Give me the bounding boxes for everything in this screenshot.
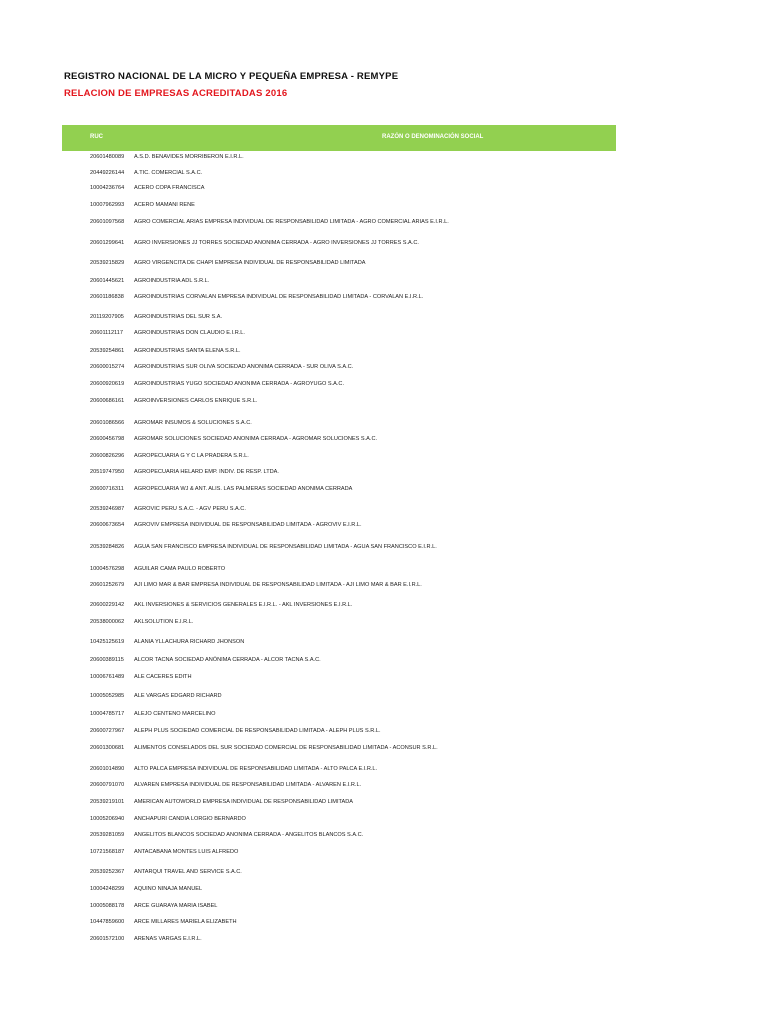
row-company-name: AGRO COMERCIAL ARIAS EMPRESA INDIVIDUAL DE RESPONSABILIDAD LIMITADA - AGRO COMERCIAL ARIAS E.I.R.L. [134, 219, 449, 225]
row-ruc: 20600727967 [90, 728, 125, 734]
row-ruc: 20600015274 [90, 364, 125, 370]
table-row [90, 434, 377, 444]
row-company-name: AGROMAR INSUMOS & SOLUCIONES S.A.C. [134, 420, 252, 426]
row-ruc: 20600686161 [90, 398, 125, 404]
row-company-name: AKL INVERSIONES & SERVICIOS GENERALES E.I.R.L. - AKL INVERSIONES E.I.R.L. [134, 602, 353, 608]
table-row [90, 168, 202, 178]
row-ruc: 10005088178 [90, 903, 125, 909]
row-ruc: 10004248299 [90, 886, 125, 892]
row-company-name: AGROINDUSTRIAS CORVALAN EMPRESA INDIVIDUAL DE RESPONSABILIDAD LIMITADA - CORVALAN E.I.R.L. [134, 294, 424, 300]
row-ruc: 20601572100 [90, 936, 125, 942]
table-row [90, 200, 195, 210]
row-ruc: 10004576298 [90, 566, 125, 572]
table-row [90, 884, 202, 894]
row-ruc: 10721568187 [90, 849, 125, 855]
table-row [90, 328, 245, 338]
row-ruc: 20539219101 [90, 799, 125, 805]
row-ruc: 10007962993 [90, 202, 125, 208]
table-row [90, 217, 449, 227]
table-row [90, 451, 249, 461]
row-company-name: AMERICAN AUTOWORLD EMPRESA INDIVIDUAL DE RESPONSABILIDAD LIMITADA [134, 799, 354, 805]
row-ruc: 20601480089 [90, 154, 125, 160]
row-ruc: 20601445621 [90, 278, 125, 284]
row-company-name: ALTO PALCA EMPRESA INDIVIDUAL DE RESPONSABILIDAD LIMITADA - ALTO PALCA E.I.R.L. [134, 766, 378, 772]
row-ruc: 20601252679 [90, 582, 125, 588]
row-ruc: 20539215829 [90, 260, 125, 266]
row-ruc: 20601014890 [90, 766, 125, 772]
row-company-name: AGROINVERSIONES CARLOS ENRIQUE S.R.L. [134, 398, 258, 404]
table-row [90, 467, 279, 477]
row-ruc: 20600826296 [90, 453, 125, 459]
row-company-name: AGRO INVERSIONES JJ TORRES SOCIEDAD ANONIMA CERRADA - AGRO INVERSIONES JJ TORRES S.A.C. [134, 240, 419, 246]
row-company-name: AGROINDUSTRIAS SANTA ELENA S.R.L. [134, 348, 241, 354]
table-row [90, 743, 438, 753]
row-ruc: 20119207905 [90, 314, 124, 320]
row-ruc: 20539252367 [90, 869, 125, 875]
table-row [90, 617, 193, 627]
row-company-name: AGUA SAN FRANCISCO EMPRESA INDIVIDUAL DE RESPONSABILIDAD LIMITADA - AGUA SAN FRANCISCO E.I.R.L. [134, 544, 437, 550]
table-row [90, 362, 353, 372]
row-ruc: 20539284826 [90, 544, 125, 550]
row-company-name: AGRO VIRGENCITA DE CHAPI EMPRESA INDIVIDUAL DE RESPONSABILIDAD LIMITADA [134, 260, 366, 266]
table-row [90, 258, 365, 268]
row-ruc: 10005052985 [90, 693, 125, 699]
table-row [90, 504, 246, 514]
row-ruc: 20600791070 [90, 782, 125, 788]
table-row [90, 814, 246, 824]
row-company-name: ANGELITOS BLANCOS SOCIEDAD ANONIMA CERRADA - ANGELITOS BLANCOS S.A.C. [134, 832, 364, 838]
row-company-name: ACERO MAMANI RENE [134, 202, 195, 208]
table-row [90, 637, 244, 647]
table-row [90, 764, 377, 774]
row-company-name: AGUILAR CAMA PAULO ROBERTO [134, 566, 226, 572]
row-ruc: 20600389115 [90, 657, 124, 663]
row-company-name: AGROMAR SOLUCIONES SOCIEDAD ANONIMA CERRADA - AGROMAR SOLUCIONES S.A.C. [134, 436, 378, 442]
row-ruc: 20539246987 [90, 506, 125, 512]
row-ruc: 20601186838 [90, 294, 124, 300]
table-row [90, 655, 321, 665]
row-ruc: 20601086566 [90, 420, 125, 426]
row-company-name: ALEJO CENTENO MARCELINO [134, 711, 216, 717]
table-row [90, 238, 419, 248]
row-ruc: 10006761489 [90, 674, 125, 680]
row-company-name: AGROPECUARIA G Y C LA PRADERA S.R.L. [134, 453, 249, 459]
row-company-name: AGROVIV EMPRESA INDIVIDUAL DE RESPONSABILIDAD LIMITADA - AGROVIV E.I.R.L. [134, 522, 362, 528]
table-row [90, 580, 422, 590]
row-ruc: 10005206940 [90, 816, 125, 822]
row-company-name: AGROINDUSTRIAS DON CLAUDIO E.I.R.L. [134, 330, 245, 336]
table-row [90, 726, 381, 736]
row-company-name: ALE VARGAS EDGARD RICHARD [134, 693, 222, 699]
row-company-name: AGROINDUSTRIA ADL S.R.L. [134, 278, 210, 284]
table-row [90, 542, 437, 552]
table-row [90, 672, 192, 682]
table-row [90, 292, 423, 302]
table-row [90, 379, 344, 389]
row-ruc: 20538000062 [90, 619, 125, 625]
row-ruc: 20519747950 [90, 469, 125, 475]
row-ruc: 20600920619 [90, 381, 125, 387]
column-header-ruc: RUC [90, 134, 103, 140]
document-title: REGISTRO NACIONAL DE LA MICRO Y PEQUEÑA EMPRESA - REMYPE [64, 71, 399, 82]
table-row [90, 709, 215, 719]
row-company-name: AGROINDUSTRIAS YUGO SOCIEDAD ANONIMA CERRADA - AGROYUGO S.A.C. [134, 381, 345, 387]
row-company-name: ALIMENTOS CONSELADOS DEL SUR SOCIEDAD COMERCIAL DE RESPONSABILIDAD LIMITADA - ACONSUR S.R.L. [134, 745, 438, 751]
table-row [90, 520, 362, 530]
row-company-name: A.S.D. BENAVIDES MORRIBERON E.I.R.L. [134, 154, 244, 160]
table-row [90, 312, 222, 322]
row-company-name: AGROVIC PERU S.A.C. - AGV PERU S.A.C. [134, 506, 246, 512]
row-ruc: 10447859600 [90, 919, 125, 925]
table-row [90, 691, 222, 701]
row-company-name: ACERO COPA FRANCISCA [134, 185, 205, 191]
row-ruc: 20600716311 [90, 486, 124, 492]
row-company-name: A.TIC. COMERCIAL S.A.C. [134, 170, 203, 176]
table-row [90, 564, 225, 574]
row-company-name: ALEPH PLUS SOCIEDAD COMERCIAL DE RESPONSABILIDAD LIMITADA - ALEPH PLUS S.R.L. [134, 728, 381, 734]
row-company-name: ALVAREN EMPRESA INDIVIDUAL DE RESPONSABILIDAD LIMITADA - ALVAREN E.I.R.L. [134, 782, 362, 788]
row-company-name: ALE CACERES EDITH [134, 674, 192, 680]
row-company-name: ALCOR TACNA SOCIEDAD ANÓNIMA CERRADA - ALCOR TACNA S.A.C. [134, 657, 321, 663]
row-company-name: AGROPECUARIA WJ & ANT. ALIS. LAS PALMERAS SOCIEDAD ANONIMA CERRADA [134, 486, 353, 492]
table-row [90, 780, 361, 790]
table-row [90, 830, 363, 840]
document-subtitle: RELACION DE EMPRESAS ACREDITADAS 2016 [64, 88, 288, 99]
table-row [90, 346, 241, 356]
table-row [90, 484, 352, 494]
row-company-name: AGROINDUSTRIAS DEL SUR S.A. [134, 314, 223, 320]
row-company-name: ANCHAPURI CANDIA LORGIO BERNARDO [134, 816, 246, 822]
table-row [90, 847, 238, 857]
row-company-name: AQUINO NINAJA MANUEL [134, 886, 203, 892]
column-header-razon-social: RAZÓN O DENOMINACIÓN SOCIAL [382, 134, 484, 140]
row-ruc: 20539254861 [90, 348, 125, 354]
row-company-name: AJI LIMO MAR & BAR EMPRESA INDIVIDUAL DE RESPONSABILIDAD LIMITADA - AJI LIMO MAR & BAR E.I.R.L. [134, 582, 422, 588]
row-company-name: ANTARQUI TRAVEL AND SERVICE S.A.C. [134, 869, 242, 875]
table-row [90, 418, 252, 428]
row-ruc: 20600456798 [90, 436, 125, 442]
table-row [90, 183, 204, 193]
table-row [90, 396, 257, 406]
row-company-name: ALANIA YLLACHURA RICHARD JHONSON [134, 639, 245, 645]
row-company-name: ARCE MILLARES MARIELA ELIZABETH [134, 919, 237, 925]
row-ruc: 10425125619 [90, 639, 125, 645]
row-company-name: AGROINDUSTRIAS SUR OLIVA SOCIEDAD ANONIMA CERRADA - SUR OLIVA S.A.C. [134, 364, 354, 370]
row-ruc: 20600673654 [90, 522, 125, 528]
row-company-name: ARCE GUARAYA MARIA ISABEL [134, 903, 218, 909]
table-row [90, 867, 242, 877]
table-row [90, 152, 244, 162]
table-row [90, 600, 352, 610]
row-company-name: ANTACABANA MONTES LUIS ALFREDO [134, 849, 239, 855]
table-row [90, 934, 202, 944]
row-ruc: 20539281059 [90, 832, 125, 838]
row-ruc: 20601112117 [90, 330, 123, 336]
row-ruc: 10004236764 [90, 185, 125, 191]
row-ruc: 20600229142 [90, 602, 125, 608]
row-company-name: AGROPECUARIA HELARD EMP. INDIV. DE RESP. LTDA. [134, 469, 279, 475]
table-row [90, 276, 209, 286]
row-ruc: 20601097568 [90, 219, 125, 225]
row-ruc: 20449226144 [90, 170, 125, 176]
row-ruc: 20601300681 [90, 745, 125, 751]
row-ruc: 10004785717 [90, 711, 125, 717]
table-row [90, 901, 217, 911]
table-header [62, 125, 616, 151]
table-row [90, 797, 353, 807]
row-ruc: 20601299641 [90, 240, 125, 246]
table-row [90, 917, 237, 927]
row-company-name: AKLSOLUTION E.I.R.L. [134, 619, 194, 625]
row-company-name: ARENAS VARGAS E.I.R.L. [134, 936, 202, 942]
